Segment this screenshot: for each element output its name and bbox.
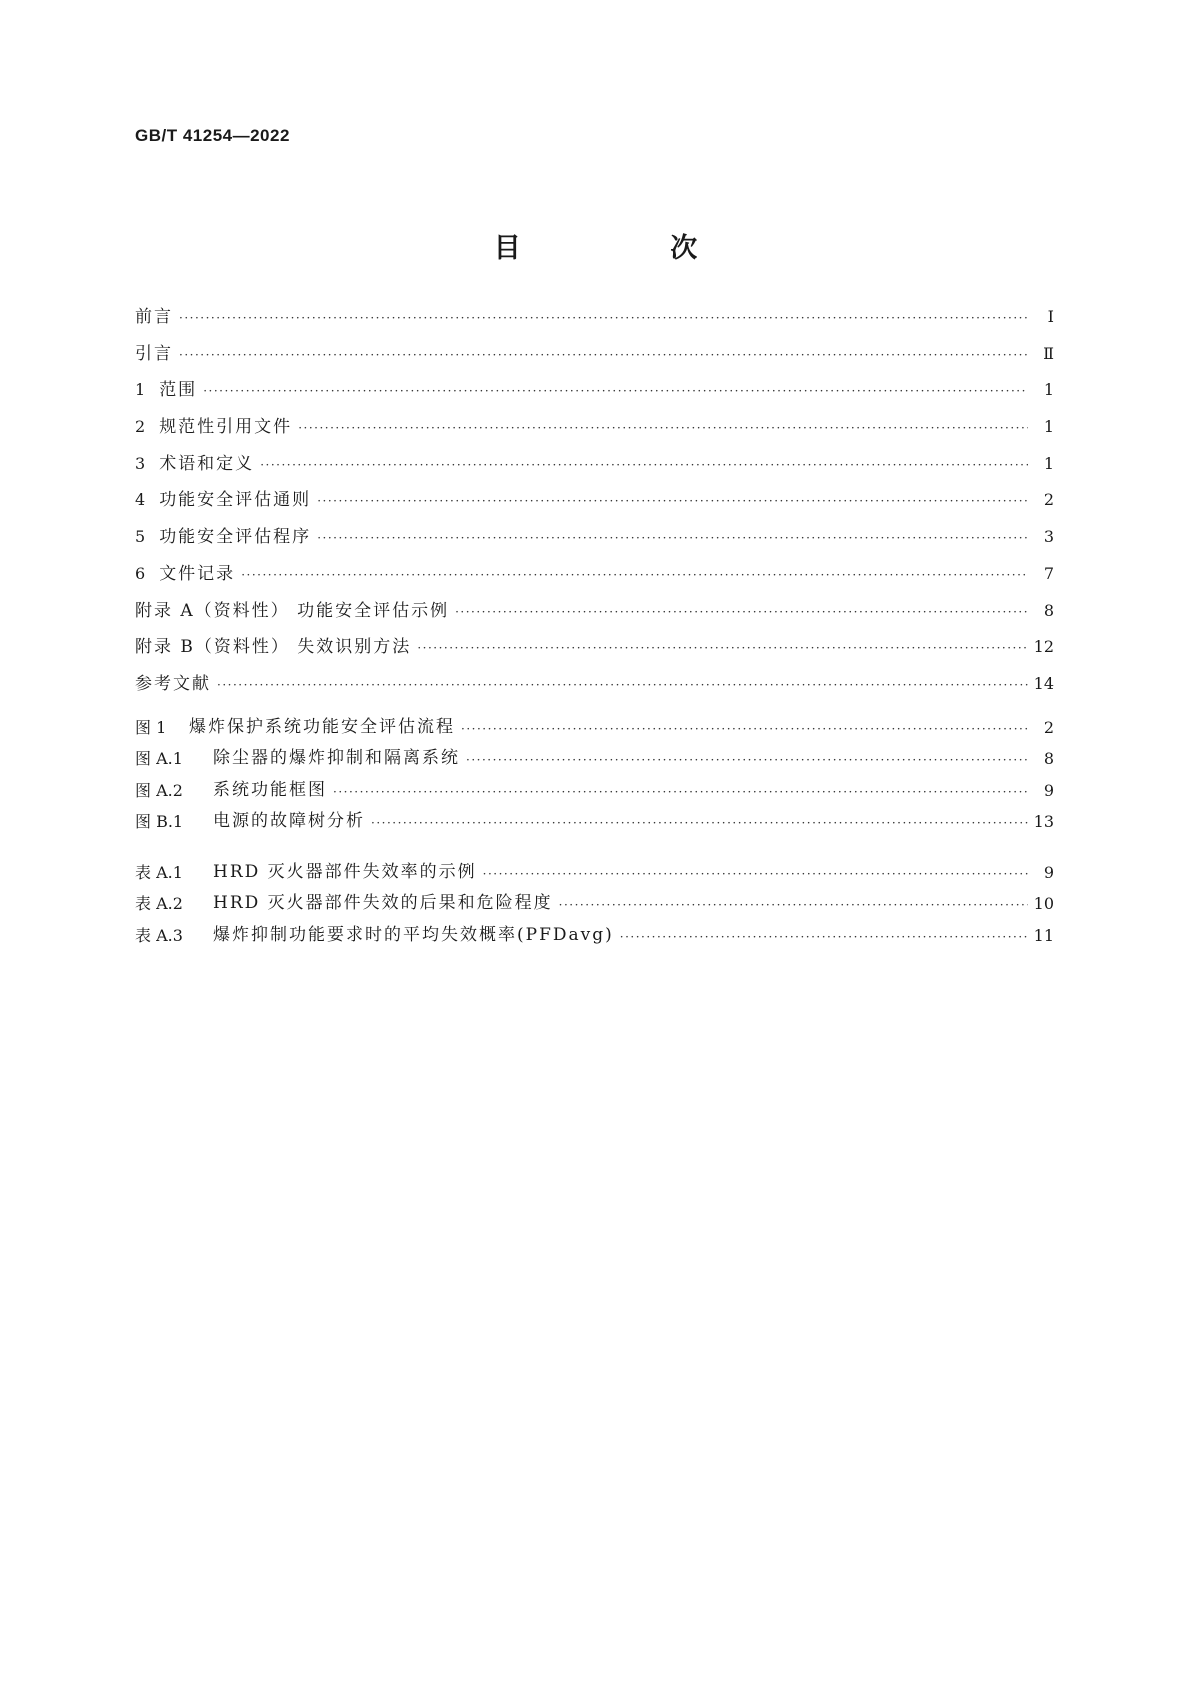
- toc-entry-page: Ⅰ: [1047, 307, 1054, 326]
- toc-entry-text: 电源的故障树分析: [213, 810, 365, 831]
- standard-code: GB/T 41254—2022: [135, 126, 290, 145]
- toc-entry-label: [135, 888, 553, 919]
- toc-entry-label: [135, 482, 311, 519]
- toc-entry-page: 9: [1043, 863, 1054, 882]
- toc-entry-number: 表 A.3: [135, 925, 183, 945]
- toc-entry-foreword[interactable]: [135, 299, 1054, 336]
- toc-entry-annex-b[interactable]: [135, 629, 1054, 666]
- toc-entry-text: 爆炸抑制功能要求时的平均失效概率(PFDavg): [213, 924, 614, 945]
- toc-entry-page: 9: [1043, 780, 1054, 800]
- toc-figure-entry[interactable]: [135, 775, 1054, 806]
- toc-entry-number: 图 A.2: [135, 780, 183, 800]
- toc-entry-general[interactable]: [135, 482, 1054, 519]
- toc-entry-text: HRD 灭火器部件失效的后果和危险程度: [213, 893, 553, 914]
- toc-entry-text: 功能安全评估通则: [159, 490, 312, 511]
- toc-entry-label: [135, 519, 311, 556]
- toc-leader-dots: [179, 337, 1028, 374]
- toc-entry-page: 2: [1043, 718, 1054, 737]
- toc-entry-text: 文件记录: [159, 563, 236, 584]
- toc-entry-text: 参考文献: [135, 673, 211, 694]
- toc-entry-text: 引言: [135, 343, 173, 364]
- toc-entry-normative-references[interactable]: [135, 409, 1054, 446]
- toc-entry-number: 图 A.1: [135, 749, 183, 769]
- toc-leader-dots: [217, 667, 1028, 704]
- toc-entry-number: 4: [135, 490, 146, 510]
- toc-entry-number: 表 A.2: [135, 894, 183, 914]
- toc-entry-page: 3: [1043, 527, 1054, 547]
- toc-leader-dots: [179, 300, 1028, 337]
- toc-entry-page: 1: [1043, 417, 1054, 437]
- toc-entry-label: [135, 629, 411, 666]
- toc-entry-label: [135, 299, 173, 336]
- toc-leader-dots: [559, 890, 1028, 921]
- toc-entry-page: 8: [1043, 600, 1054, 620]
- toc-entry-label: [135, 775, 327, 806]
- toc-entry-label: [135, 666, 211, 703]
- toc-entry-introduction[interactable]: [135, 336, 1054, 373]
- toc-entry-text: 系统功能框图: [213, 779, 327, 800]
- toc-entry-page: 2: [1043, 490, 1054, 510]
- toc-leader-dots: [317, 483, 1028, 520]
- toc-entry-page: Ⅱ: [1043, 343, 1054, 363]
- toc-leader-dots: [333, 777, 1028, 808]
- toc-entry-label: [135, 857, 477, 888]
- toc-entry-number: 图 1: [135, 718, 167, 737]
- toc-entry-terms[interactable]: [135, 446, 1054, 483]
- toc-entry-label: [135, 593, 449, 630]
- toc-entry-number: 表 A.1: [135, 863, 183, 882]
- toc-entry-number: 3: [135, 453, 146, 473]
- toc-entry-label: [135, 806, 365, 837]
- toc-entry-page: 13: [1033, 811, 1054, 831]
- toc-leader-dots: [260, 447, 1028, 484]
- toc-entry-page: 1: [1043, 453, 1054, 473]
- toc-entry-text: 前言: [135, 307, 173, 327]
- toc-table-entry[interactable]: [135, 857, 1054, 888]
- toc-leader-dots: [620, 922, 1028, 953]
- toc-entry-number: 图 B.1: [135, 811, 184, 831]
- toc-table-entry[interactable]: [135, 920, 1054, 951]
- toc-entry-text: 爆炸保护系统功能安全评估流程: [189, 717, 455, 737]
- toc-entry-bibliography[interactable]: [135, 666, 1054, 703]
- toc-entry-text: HRD 灭火器部件失效率的示例: [213, 862, 477, 882]
- toc-table-entry[interactable]: [135, 888, 1054, 919]
- toc-entry-label: [135, 409, 292, 446]
- toc-entry-text: 范围: [159, 380, 198, 401]
- toc-leader-dots: [317, 520, 1028, 557]
- toc-entry-number: 1: [135, 380, 146, 400]
- toc-leader-dots: [203, 373, 1028, 410]
- toc-entry-page: 12: [1033, 637, 1054, 657]
- toc-leader-dots: [466, 745, 1028, 776]
- toc-entry-label: [135, 920, 614, 951]
- toc-entry-label: [135, 372, 197, 409]
- toc-leader-dots: [461, 714, 1028, 745]
- toc-entry-documentation[interactable]: [135, 556, 1054, 593]
- toc-figure-entry[interactable]: [135, 743, 1054, 774]
- toc-entry-page: 14: [1033, 673, 1054, 693]
- page-title: 目 次: [493, 233, 768, 264]
- toc-entry-text: 附录 A（资料性） 功能安全评估示例: [135, 600, 450, 621]
- toc-entry-text: 除尘器的爆炸抑制和隔离系统: [213, 748, 460, 769]
- toc-entry-page: 11: [1033, 925, 1054, 945]
- toc-entry-page: 1: [1043, 380, 1054, 400]
- toc-main-list: [135, 299, 1054, 703]
- toc-entry-text: 术语和定义: [159, 453, 255, 474]
- toc-entry-number: 6: [135, 563, 146, 583]
- toc-figures-list: [135, 712, 1054, 837]
- toc-figure-entry[interactable]: [135, 806, 1054, 837]
- toc-leader-dots: [483, 859, 1028, 890]
- toc-tables-list: [135, 857, 1054, 951]
- toc-entry-number: 5: [135, 527, 146, 547]
- toc-entry-scope[interactable]: [135, 372, 1054, 409]
- toc-entry-label: [135, 336, 173, 373]
- toc-entry-page: 7: [1043, 563, 1054, 583]
- toc-leader-dots: [455, 594, 1028, 631]
- toc-entry-text: 功能安全评估程序: [159, 527, 312, 548]
- toc-entry-label: [135, 743, 460, 774]
- toc-entry-text: 附录 B（资料性） 失效识别方法: [135, 637, 412, 658]
- toc-entry-label: [135, 712, 455, 743]
- toc-leader-dots: [417, 630, 1027, 667]
- toc-entry-page: 10: [1033, 894, 1054, 914]
- toc-entry-number: 2: [135, 417, 146, 437]
- toc-entry-text: 规范性引用文件: [159, 417, 293, 438]
- toc-entry-label: [135, 556, 235, 593]
- toc-entry-label: [135, 446, 254, 483]
- toc-leader-dots: [371, 808, 1028, 839]
- toc-leader-dots: [298, 410, 1028, 447]
- toc-leader-dots: [241, 557, 1028, 594]
- toc-entry-procedure[interactable]: [135, 519, 1054, 556]
- toc-figure-entry[interactable]: [135, 712, 1054, 743]
- toc-entry-page: 8: [1043, 749, 1054, 769]
- toc-entry-annex-a[interactable]: [135, 593, 1054, 630]
